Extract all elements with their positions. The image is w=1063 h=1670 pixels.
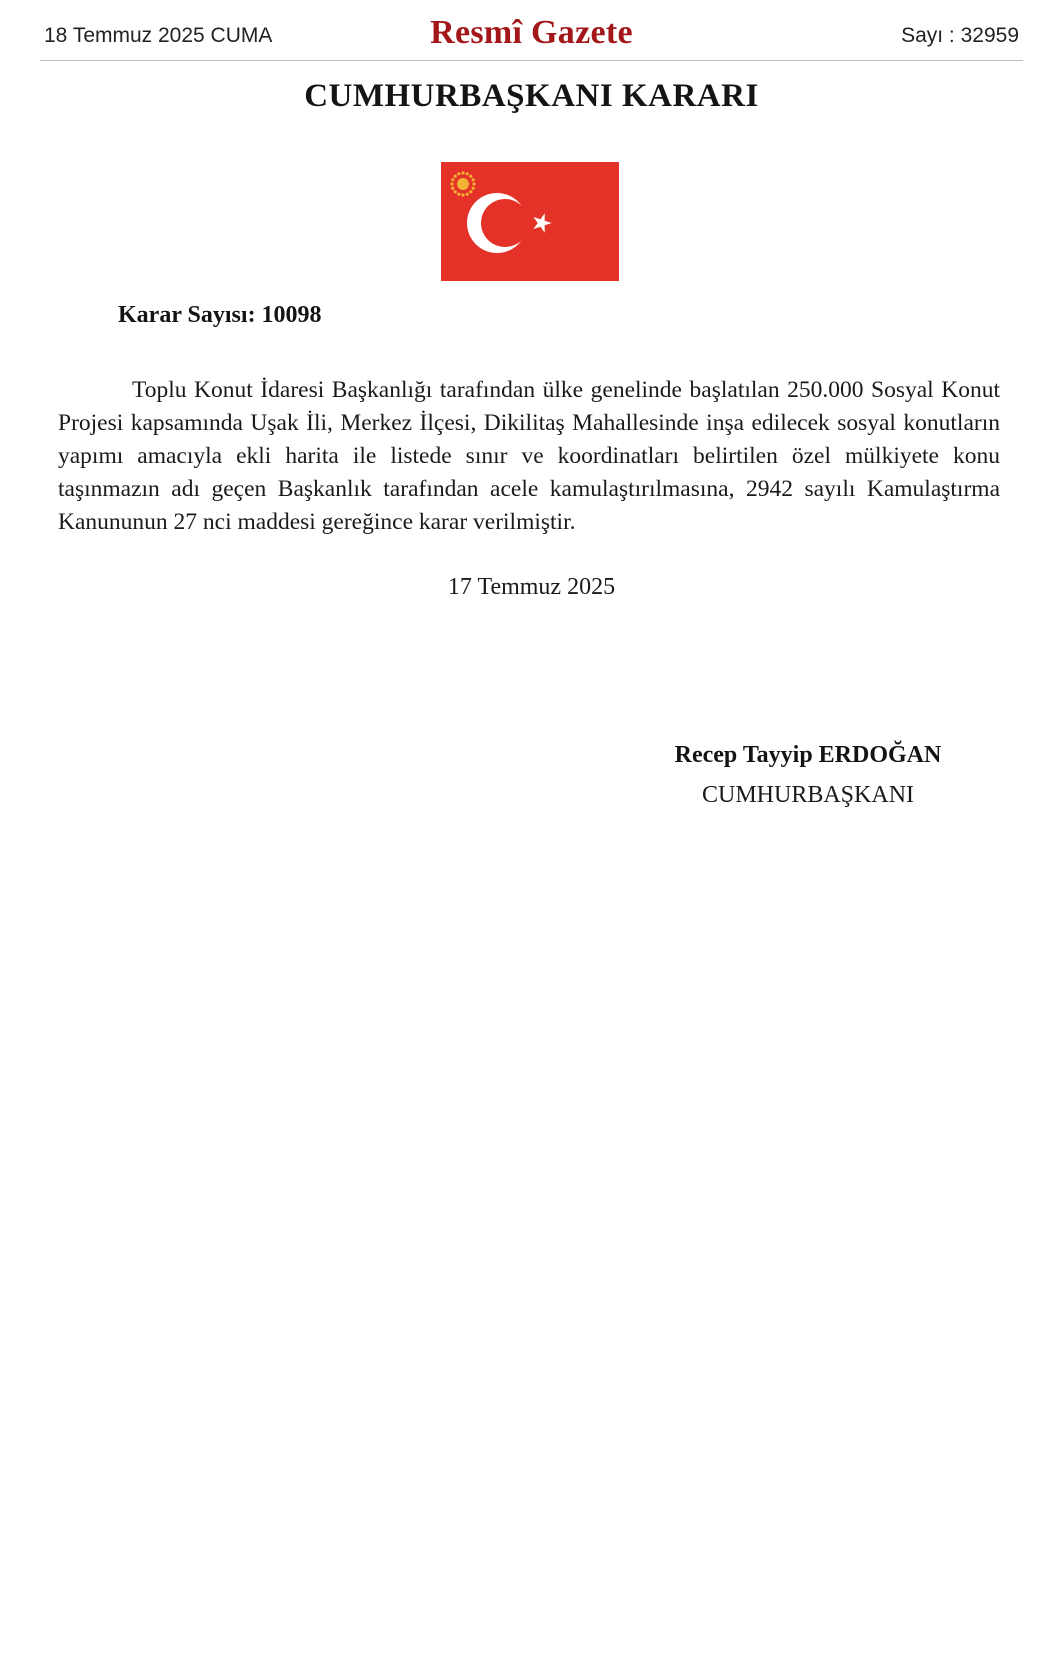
- signatory-title: CUMHURBAŞKANI: [701, 782, 915, 808]
- signature-block: [640, 738, 976, 812]
- decision-date: 17 Temmuz 2025: [447, 574, 616, 600]
- gazette-header: [40, 14, 1023, 61]
- gazette-title: Resmî Gazete: [430, 14, 633, 51]
- document-title: CUMHURBAŞKANI KARARI: [304, 78, 759, 114]
- signatory-name: Recep Tayyip ERDOĞAN: [674, 742, 942, 768]
- decision-body-text: Toplu Konut İdaresi Başkanlığı tarafından ülke genelinde başlatılan 250.000 Sosyal Konut Projesi kapsamında Uşak İli, Merkez İlçesi, Dikilitaş Mahallesinde inşa edilecek sosyal konutların yapımı amacıyla ekli harita ile listede sınır ve koordinatları belirtilen özel mülkiyete konu taşınmazın adı geçen Başkanlık tarafından acele kamulaştırılmasına, 2942 sayılı Kamulaştırma Kanununun 27 nci maddesi gereğince karar verilmiştir.: [58, 376, 1000, 535]
- decision-number: Karar Sayısı: 10098: [118, 302, 322, 328]
- issue-number: Sayı : 32959: [901, 24, 1019, 47]
- publication-date: 18 Temmuz 2025 CUMA: [44, 24, 273, 47]
- presidential-flag-icon: [441, 162, 619, 281]
